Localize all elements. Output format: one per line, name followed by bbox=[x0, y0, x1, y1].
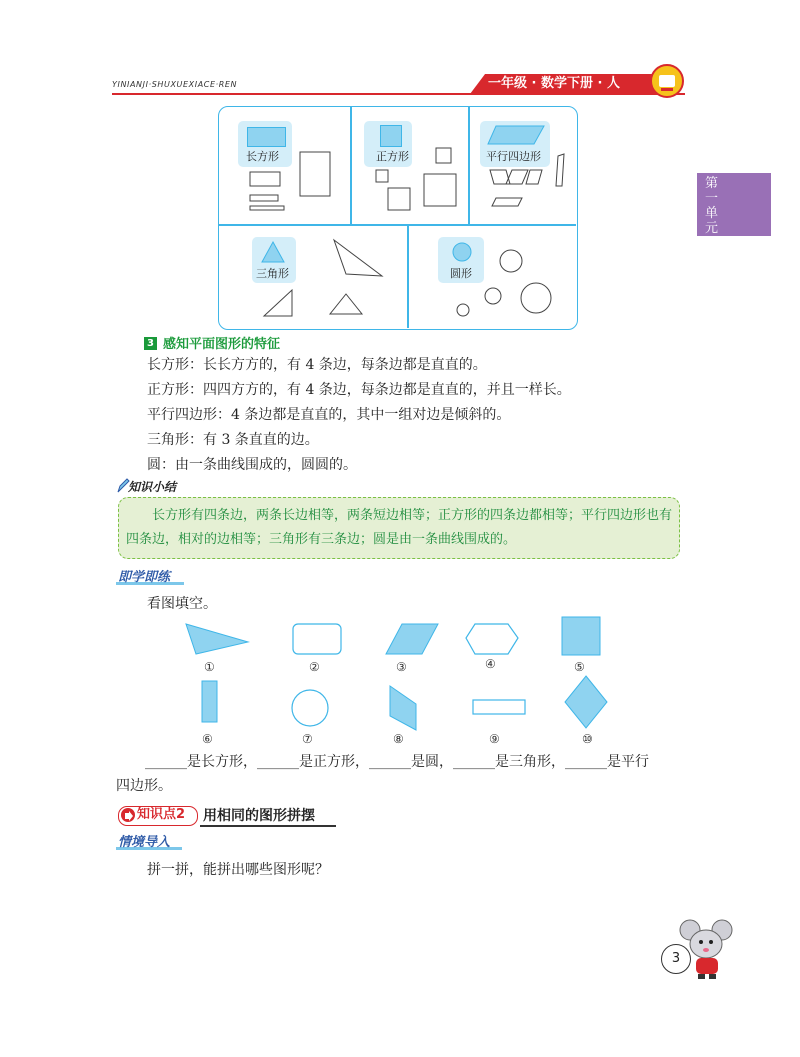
shape-number-6: ⑥ bbox=[202, 732, 213, 746]
practice-shape-5-square bbox=[562, 617, 600, 655]
circle-description: 圆：由一条曲线围成的，圆圆的。 bbox=[147, 457, 357, 473]
knowledge-point-label: 知识点2 bbox=[137, 807, 186, 822]
shape-number-3: ③ bbox=[396, 660, 407, 674]
practice-heading: 即学即练 bbox=[118, 570, 171, 585]
section-title: 感知平面图形的特征 bbox=[163, 337, 281, 352]
shape-number-9: ⑨ bbox=[489, 732, 500, 746]
scene-heading: 情境导入 bbox=[118, 835, 171, 850]
triangle-label: 三角形 bbox=[256, 267, 289, 280]
page-number: 3 bbox=[661, 944, 691, 974]
practice-shape-10-rhombus bbox=[565, 676, 607, 728]
summary-heading: 知识小结 bbox=[128, 480, 177, 494]
section-number: 3 bbox=[144, 337, 157, 350]
parallelogram-examples bbox=[486, 152, 571, 212]
scene-question: 拼一拼，能拼出哪些图形呢？ bbox=[147, 862, 329, 878]
frame-divider bbox=[219, 224, 576, 226]
practice-shape-7-circle bbox=[292, 690, 328, 726]
publisher-logo bbox=[650, 64, 684, 98]
arrow-right-icon bbox=[121, 808, 135, 822]
practice-instruction: 看图填空。 bbox=[147, 596, 217, 612]
series-label: YINIANJI·SHUXUEXIACE·REN bbox=[112, 80, 238, 89]
circle-label: 圆形 bbox=[450, 267, 472, 280]
knowledge-point-title: 用相同的图形拼摆 bbox=[203, 808, 315, 824]
practice-shape-2-rectangle bbox=[293, 624, 341, 654]
square-description: 正方形：四四方方的，有 4 条边，每条边都是直直的，并且一样长。 bbox=[147, 382, 571, 398]
square-label: 正方形 bbox=[376, 150, 409, 163]
triangle-examples bbox=[258, 238, 388, 320]
frame-divider bbox=[468, 107, 470, 225]
practice-shape-4-hexagon bbox=[466, 624, 518, 654]
fill-in-blanks-line1: ______是长方形，______是正方形，______是圆，______是三角形，______是平行 bbox=[145, 754, 649, 770]
square-examples bbox=[370, 142, 465, 214]
parallelogram-label: 平行四边形 bbox=[486, 150, 541, 163]
shape-number-7: ⑦ bbox=[302, 732, 313, 746]
shape-number-4: ④ bbox=[485, 657, 496, 671]
practice-shape-9-rectangle bbox=[473, 700, 525, 714]
frame-divider bbox=[350, 107, 352, 225]
triangle-description: 三角形：有 3 条直直的边。 bbox=[147, 432, 319, 448]
rectangle-icon bbox=[247, 127, 286, 147]
shape-number-5: ⑤ bbox=[574, 660, 585, 674]
practice-shapes bbox=[180, 612, 620, 752]
fill-in-blanks-line2: 四边形。 bbox=[116, 778, 172, 794]
circle-examples bbox=[450, 244, 560, 320]
title-underline bbox=[200, 825, 336, 827]
shape-number-1: ① bbox=[204, 660, 215, 674]
rectangle-examples bbox=[244, 148, 344, 213]
practice-shape-3-parallelogram bbox=[386, 624, 438, 654]
parallelogram-description: 平行四边形：4 条边都是直直的，其中一组对边是倾斜的。 bbox=[147, 407, 511, 423]
parallelogram-icon bbox=[486, 124, 546, 146]
shape-number-10: ⑩ bbox=[582, 732, 593, 746]
book-title: 一年级 · 数学下册 · 人 bbox=[488, 76, 620, 91]
shape-number-8: ⑧ bbox=[393, 732, 404, 746]
frame-divider bbox=[407, 225, 409, 328]
summary-text: 长方形有四条边，两条长边相等，两条短边相等；正方形的四条边都相等；平行四边形也有四条边，相对的边相等；三角形有三条边；圆是由一条曲线围成的。 bbox=[126, 508, 673, 547]
shape-number-2: ② bbox=[309, 660, 320, 674]
unit-tab-label: 第一单元 bbox=[705, 176, 719, 236]
practice-shape-6-rectangle bbox=[202, 681, 217, 722]
rectangle-label: 长方形 bbox=[246, 150, 279, 163]
practice-shape-1-triangle bbox=[186, 624, 248, 654]
practice-shape-8-quadrilateral bbox=[390, 686, 416, 730]
rectangle-description: 长方形：长长方方的，有 4 条边，每条边都是直直的。 bbox=[147, 357, 487, 373]
